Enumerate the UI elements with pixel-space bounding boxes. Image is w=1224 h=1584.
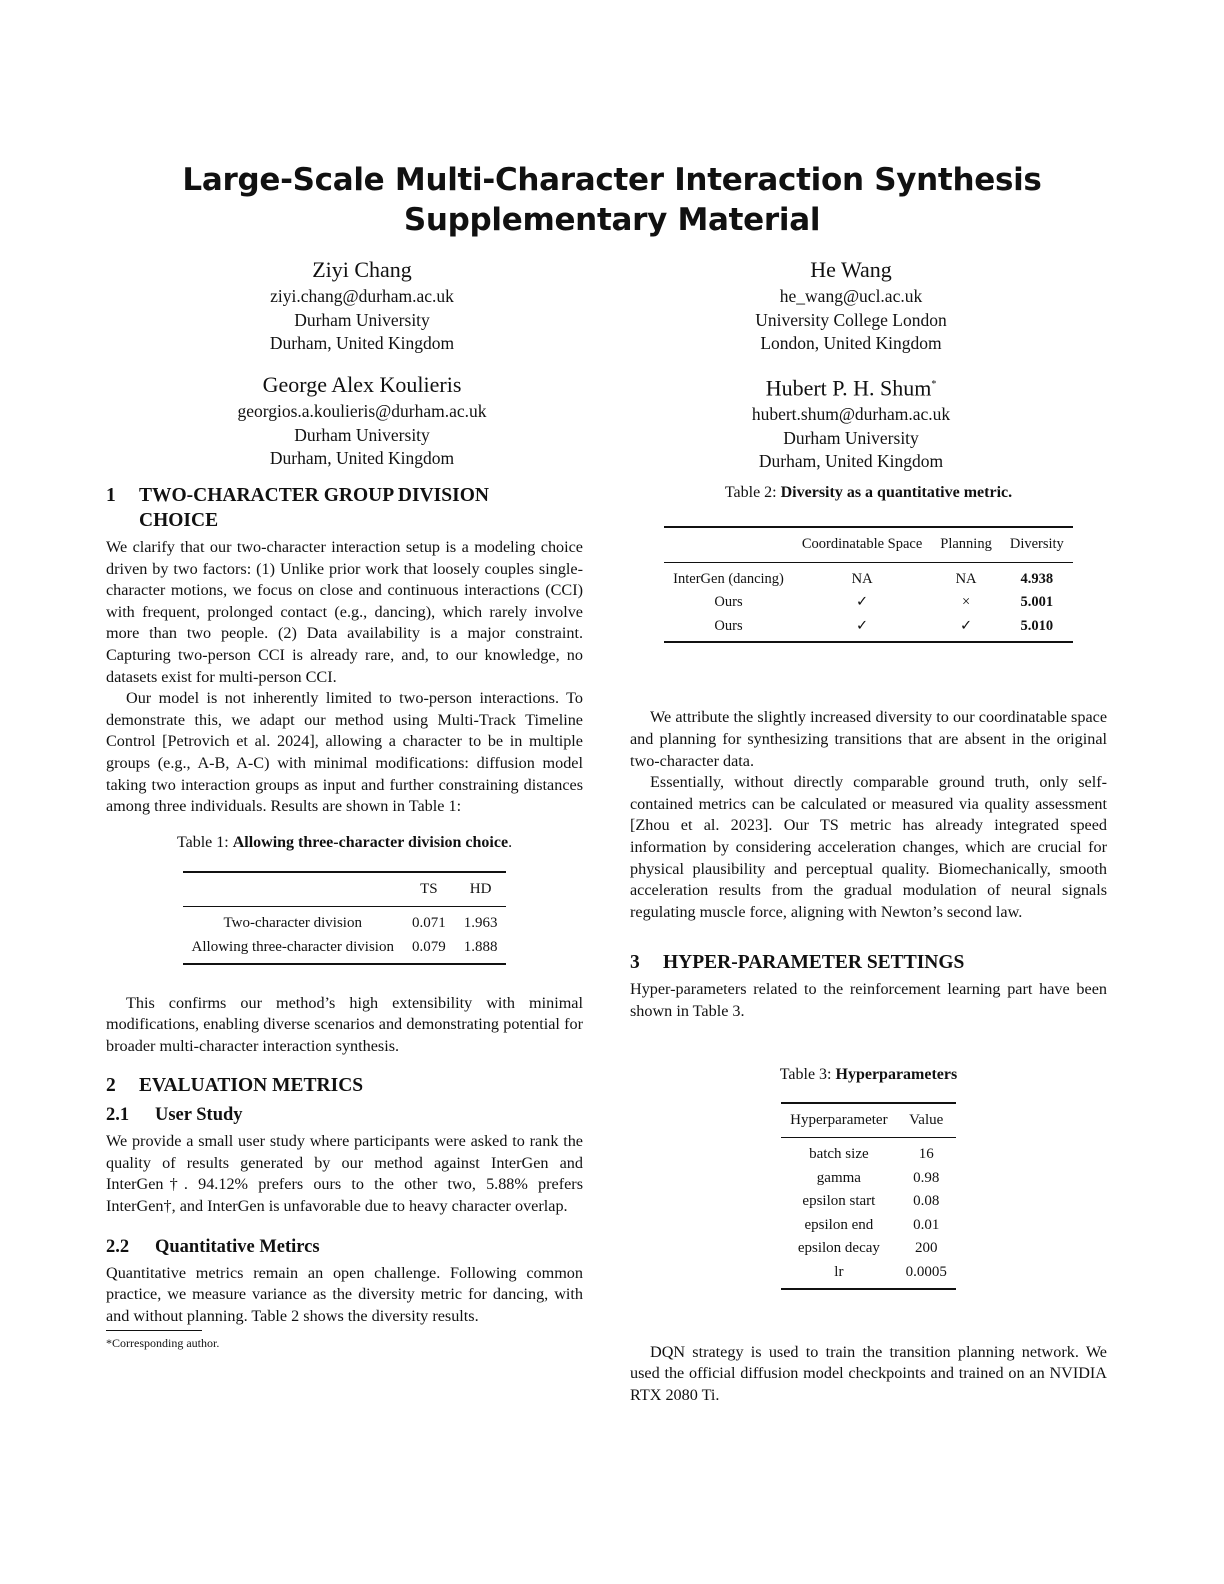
table-cell: gamma xyxy=(816,1169,861,1186)
table-row xyxy=(781,1237,956,1261)
paper-title xyxy=(0,160,1224,240)
table-row xyxy=(781,1261,956,1289)
heading-text: Quantitative Metircs xyxy=(155,1236,320,1257)
corresponding-mark: * xyxy=(931,379,937,390)
table-row xyxy=(183,907,507,936)
section-number: 3 xyxy=(630,952,640,974)
paragraph: We attribute the slightly increased diversity to our coordinatable space and planning for synthesizing transitions that are absent in the original two-character data. xyxy=(630,708,1107,770)
right-column xyxy=(630,483,1107,1406)
footnote: *Corresponding author. xyxy=(106,1336,220,1351)
author-block xyxy=(152,371,572,471)
author-affiliation: Durham University xyxy=(783,427,919,448)
section-3-heading xyxy=(630,950,1107,975)
author-affiliation: University College London xyxy=(755,309,947,330)
table-cell: Ours xyxy=(714,594,743,611)
table-cell: × xyxy=(961,594,971,611)
table-cell: 0.01 xyxy=(913,1216,940,1233)
table-cell: InterGen (dancing) xyxy=(673,570,784,587)
header-cell: Coordinatable Space xyxy=(801,536,923,552)
paragraph: We clarify that our two-character interaction setup is a modeling choice driven by two factors: (1) Unlike prior work that loosely couples single-character motions, we focus on close and continuous interactions (CCI) with frequent, prolonged contact (e.g., dancing), which rarely involve more than two people. (2) Data availability is a major constraint. Capturing two-person CCI is already rare, and, to our knowledge, no datasets exist for multi-person CCI. xyxy=(106,538,583,686)
author-block xyxy=(152,256,572,356)
subsection-2-2-heading xyxy=(106,1235,583,1259)
table-header-row xyxy=(781,1103,956,1138)
table-cell: ✓ xyxy=(793,615,931,643)
table-row xyxy=(664,615,1073,643)
header-cell: HD xyxy=(469,880,492,897)
author-email: he_wang@ucl.ac.uk xyxy=(779,286,923,306)
subsection-number: 2.2 xyxy=(106,1236,130,1257)
subsection-number: 2.1 xyxy=(106,1105,130,1126)
table-cell: 1.888 xyxy=(455,936,507,964)
subsection-2-1-heading xyxy=(106,1103,583,1127)
heading-text: User Study xyxy=(155,1105,243,1126)
paragraph: Quantitative metrics remain an open challenge. Following common practice, we measure variance as the diversity metric for dancing, with and without planning. Table 2 shows the diversity results. xyxy=(106,1263,583,1325)
table-cell: 16 xyxy=(918,1146,934,1163)
paragraph: Essentially, without directly comparable ground truth, only self-contained metrics can be calculated or measured via quality assessment [Zhou et al. 2023]. Our TS metric has already integrated speed information by considering acceleration changes, which are crucial for physical plausibility and perceptual quality. Biomechanically, smooth acceleration results from the gradual modulation of neural signals regulating muscle force, aligning with Newton’s second law. xyxy=(630,773,1107,921)
caption-title: Allowing three-character division choice xyxy=(232,833,509,851)
section-number: 1 xyxy=(106,485,116,506)
author-email: hubert.shum@durham.ac.uk xyxy=(751,404,951,425)
author-name: Hubert P. H. Shum xyxy=(765,375,932,401)
table-row xyxy=(781,1138,956,1167)
author-affiliation: Durham University xyxy=(294,309,430,330)
table-cell: lr xyxy=(781,1261,896,1289)
table-3 xyxy=(781,1102,956,1290)
header-cell xyxy=(183,872,403,907)
author-block xyxy=(641,371,1061,474)
table-header-row xyxy=(664,527,1073,562)
table-cell: 1.963 xyxy=(463,915,498,932)
table-row xyxy=(183,936,507,964)
paragraph: We provide a small user study where participants were asked to rank the quality of results generated by our method against InterGen and InterGen†. 94.12% prefers ours to the other two, 5.88% prefers InterGen†, and InterGen is unfavorable due to heavy character overlap. xyxy=(106,1132,583,1216)
caption-prefix: Table 1: xyxy=(176,833,233,851)
author-location: Durham, United Kingdom xyxy=(269,448,455,468)
table-cell: 200 xyxy=(914,1240,938,1257)
author-affiliation: Durham University xyxy=(294,424,430,445)
header-cell: Diversity xyxy=(1009,536,1064,552)
table-cell: batch size xyxy=(809,1146,869,1163)
table-cell: 4.938 xyxy=(1020,570,1054,587)
author-location: Durham, United Kingdom xyxy=(269,333,455,353)
paragraph: This confirms our method’s high extensibility with minimal modifications, enabling diverse scenarios and demonstrating potential for broader multi-character interaction synthesis. xyxy=(106,993,583,1055)
table-cell: 0.08 xyxy=(913,1193,940,1210)
footnote-rule xyxy=(106,1330,202,1331)
heading-text: CHOICE xyxy=(139,510,219,531)
author-location: Durham, United Kingdom xyxy=(758,451,944,472)
header-cell xyxy=(664,527,793,562)
table-row xyxy=(664,591,1073,615)
title-line-2: Supplementary Material xyxy=(403,202,821,238)
table-cell: epsilon end xyxy=(804,1216,874,1233)
table-row xyxy=(781,1190,956,1214)
table-cell: Two-character division xyxy=(223,915,362,932)
author-email: georgios.a.koulieris@durham.ac.uk xyxy=(237,401,487,421)
caption-title: Diversity as a quantitative metric. xyxy=(780,484,1013,501)
author-name: Ziyi Chang xyxy=(312,257,412,282)
table-2 xyxy=(664,526,1073,643)
table-cell: ✓ xyxy=(856,594,869,611)
footnote-area xyxy=(106,1330,583,1351)
table-cell: epsilon decay xyxy=(797,1240,880,1257)
left-column xyxy=(106,483,583,1351)
header-cell: Value xyxy=(909,1111,944,1128)
author-name-line xyxy=(641,371,1061,402)
table-1-caption xyxy=(106,833,583,853)
table-cell: 5.001 xyxy=(1020,594,1054,611)
table-3-caption xyxy=(630,1065,1107,1085)
header-cell: TS xyxy=(420,880,438,897)
caption-prefix: Table 3: xyxy=(779,1065,836,1083)
caption-prefix: Table 2: xyxy=(724,484,781,501)
caption-suffix: . xyxy=(508,833,513,851)
table-cell: 0.079 xyxy=(403,936,455,964)
author-name: He Wang xyxy=(810,257,892,282)
table-cell: 0.98 xyxy=(913,1169,940,1186)
header-cell: Planning xyxy=(940,536,992,552)
author-block xyxy=(641,256,1061,356)
table-row xyxy=(781,1214,956,1238)
section-1-heading xyxy=(106,483,583,533)
heading-text: TWO-CHARACTER GROUP DIVISION xyxy=(139,485,489,506)
caption-title: Hyperparameters xyxy=(835,1065,958,1083)
heading-text: HYPER-PARAMETER SETTINGS xyxy=(663,952,965,974)
table-1 xyxy=(183,871,507,965)
paragraph: DQN strategy is used to train the transition planning network. We used the official diffusion model checkpoints and trained on an NVIDIA RTX 2080 Ti. xyxy=(630,1342,1107,1404)
paragraph: Our model is not inherently limited to two-person interactions. To demonstrate this, we adapt our method using Multi-Track Timeline Control [Petrovich et al. 2024], allowing a character to be in multiple groups (e.g., A-B, A-C) with minimal modifications: diffusion model taking two interaction groups as input and further constraining distances among three individuals. Results are shown in Table 1: xyxy=(106,689,583,816)
header-cell: Hyperparameter xyxy=(790,1111,888,1128)
table-cell: 0.071 xyxy=(411,915,446,932)
author-name: George Alex Koulieris xyxy=(262,372,462,397)
heading-text: EVALUATION METRICS xyxy=(139,1075,364,1097)
table-cell: epsilon start xyxy=(802,1193,876,1210)
table-cell: ✓ xyxy=(931,615,1001,643)
table-header-row xyxy=(183,872,507,907)
table-cell: NA xyxy=(851,570,873,587)
paragraph: Hyper-parameters related to the reinforcement learning part have been shown in Table 3. xyxy=(630,980,1107,1020)
title-line-1: Large-Scale Multi-Character Interaction Synthesis xyxy=(182,162,1042,198)
table-cell: NA xyxy=(955,570,977,587)
table-row xyxy=(664,562,1073,591)
table-2-caption xyxy=(630,483,1107,503)
author-email: ziyi.chang@durham.ac.uk xyxy=(270,286,454,306)
table-row xyxy=(781,1167,956,1191)
table-cell: 5.010 xyxy=(1001,615,1073,643)
author-location: London, United Kingdom xyxy=(760,333,942,353)
table-cell: Ours xyxy=(664,615,793,643)
section-2-heading xyxy=(106,1073,583,1098)
table-cell: Allowing three-character division xyxy=(183,936,403,964)
table-cell: 0.0005 xyxy=(897,1261,956,1289)
section-number: 2 xyxy=(106,1075,116,1097)
